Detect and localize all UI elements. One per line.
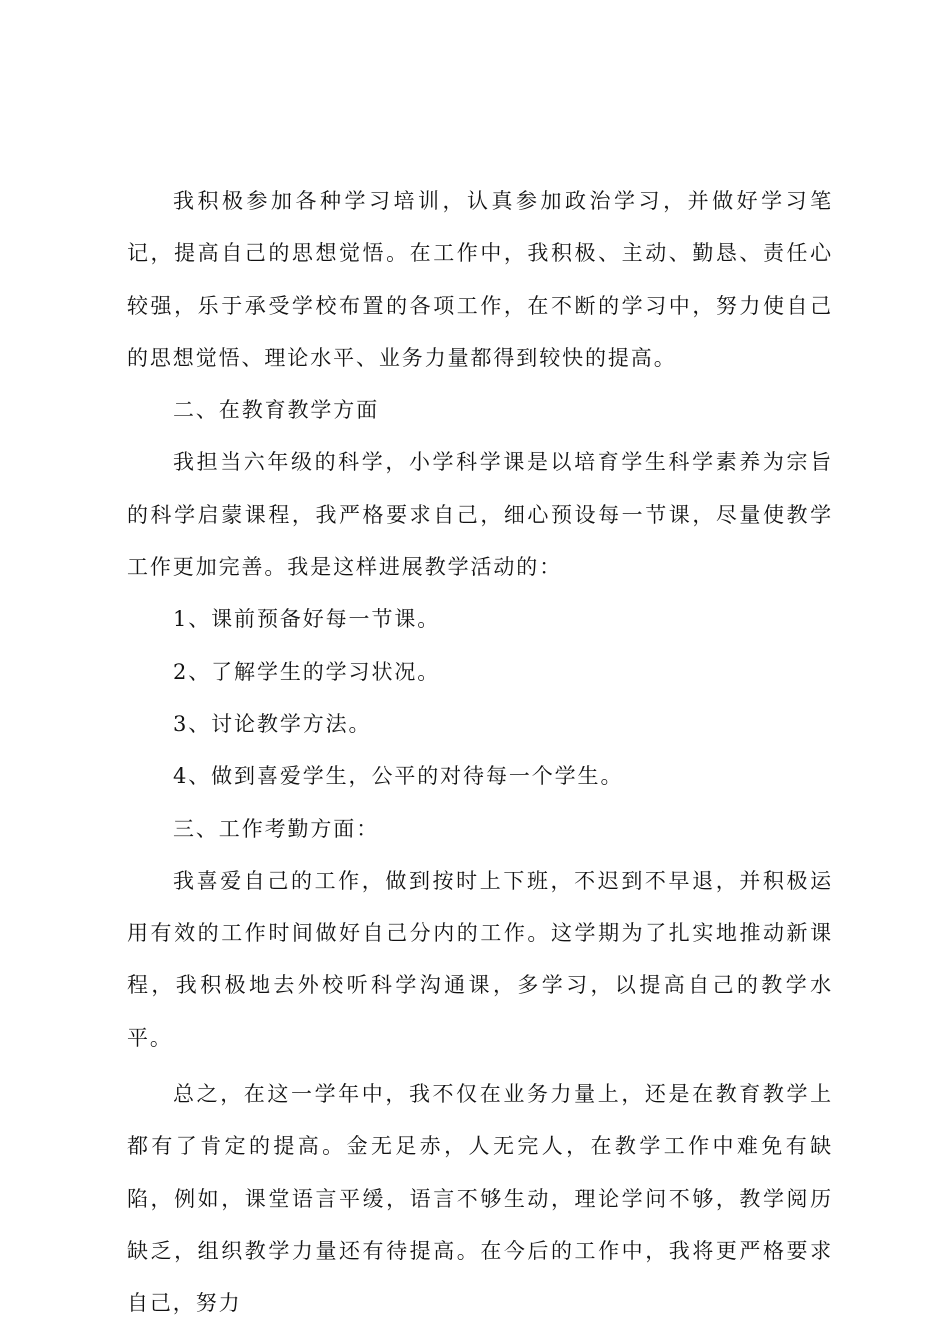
section-heading-teaching: 二、在教育教学方面 — [173, 398, 380, 423]
list-item-1: 1、课前预备好每一节课。 — [173, 607, 441, 632]
paragraph-teaching: 我担当六年级的科学，小学科学课是以培育学生科学素养为宗旨的科学启蒙课程，我严格要求自己，细心预设每一节课，尽量使教学工作更加完善。我是这样进展教学活动的： — [127, 450, 833, 580]
paragraph-study: 我积极参加各种学习培训，认真参加政治学习，并做好学习笔记，提高自己的思想觉悟。在工作中，我积极、主动、勤恳、责任心较强，乐于承受学校布置的各项工作，在不断的学习中，努力使自己的思想觉悟、理论水平、业务力量都得到较快的提高。 — [127, 189, 833, 370]
list-item-4: 4、做到喜爱学生，公平的对待每一个学生。 — [173, 764, 624, 789]
paragraph-attendance: 我喜爱自己的工作，做到按时上下班，不迟到不早退，并积极运用有效的工作时间做好自己分内的工作。这学期为了扎实地推动新课程，我积极地去外校听科学沟通课，多学习，以提高自己的教学水平。 — [127, 868, 833, 1050]
paragraph-summary: 总之，在这一学年中，我不仅在业务力量上，还是在教育教学上都有了肯定的提高。金无足赤，人无完人，在教学工作中难免有缺陷，例如，课堂语言平缓，语言不够生动，理论学问不够，教学阅历缺乏，组织教学力量还有待提高。在今后的工作中，我将更严格要求自己，努力 — [127, 1082, 833, 1316]
section-heading-attendance: 三、工作考勤方面： — [173, 816, 380, 841]
list-item-3: 3、讨论教学方法。 — [173, 711, 372, 736]
list-item-2: 2、了解学生的学习状况。 — [173, 659, 441, 684]
document-body — [127, 175, 833, 1330]
